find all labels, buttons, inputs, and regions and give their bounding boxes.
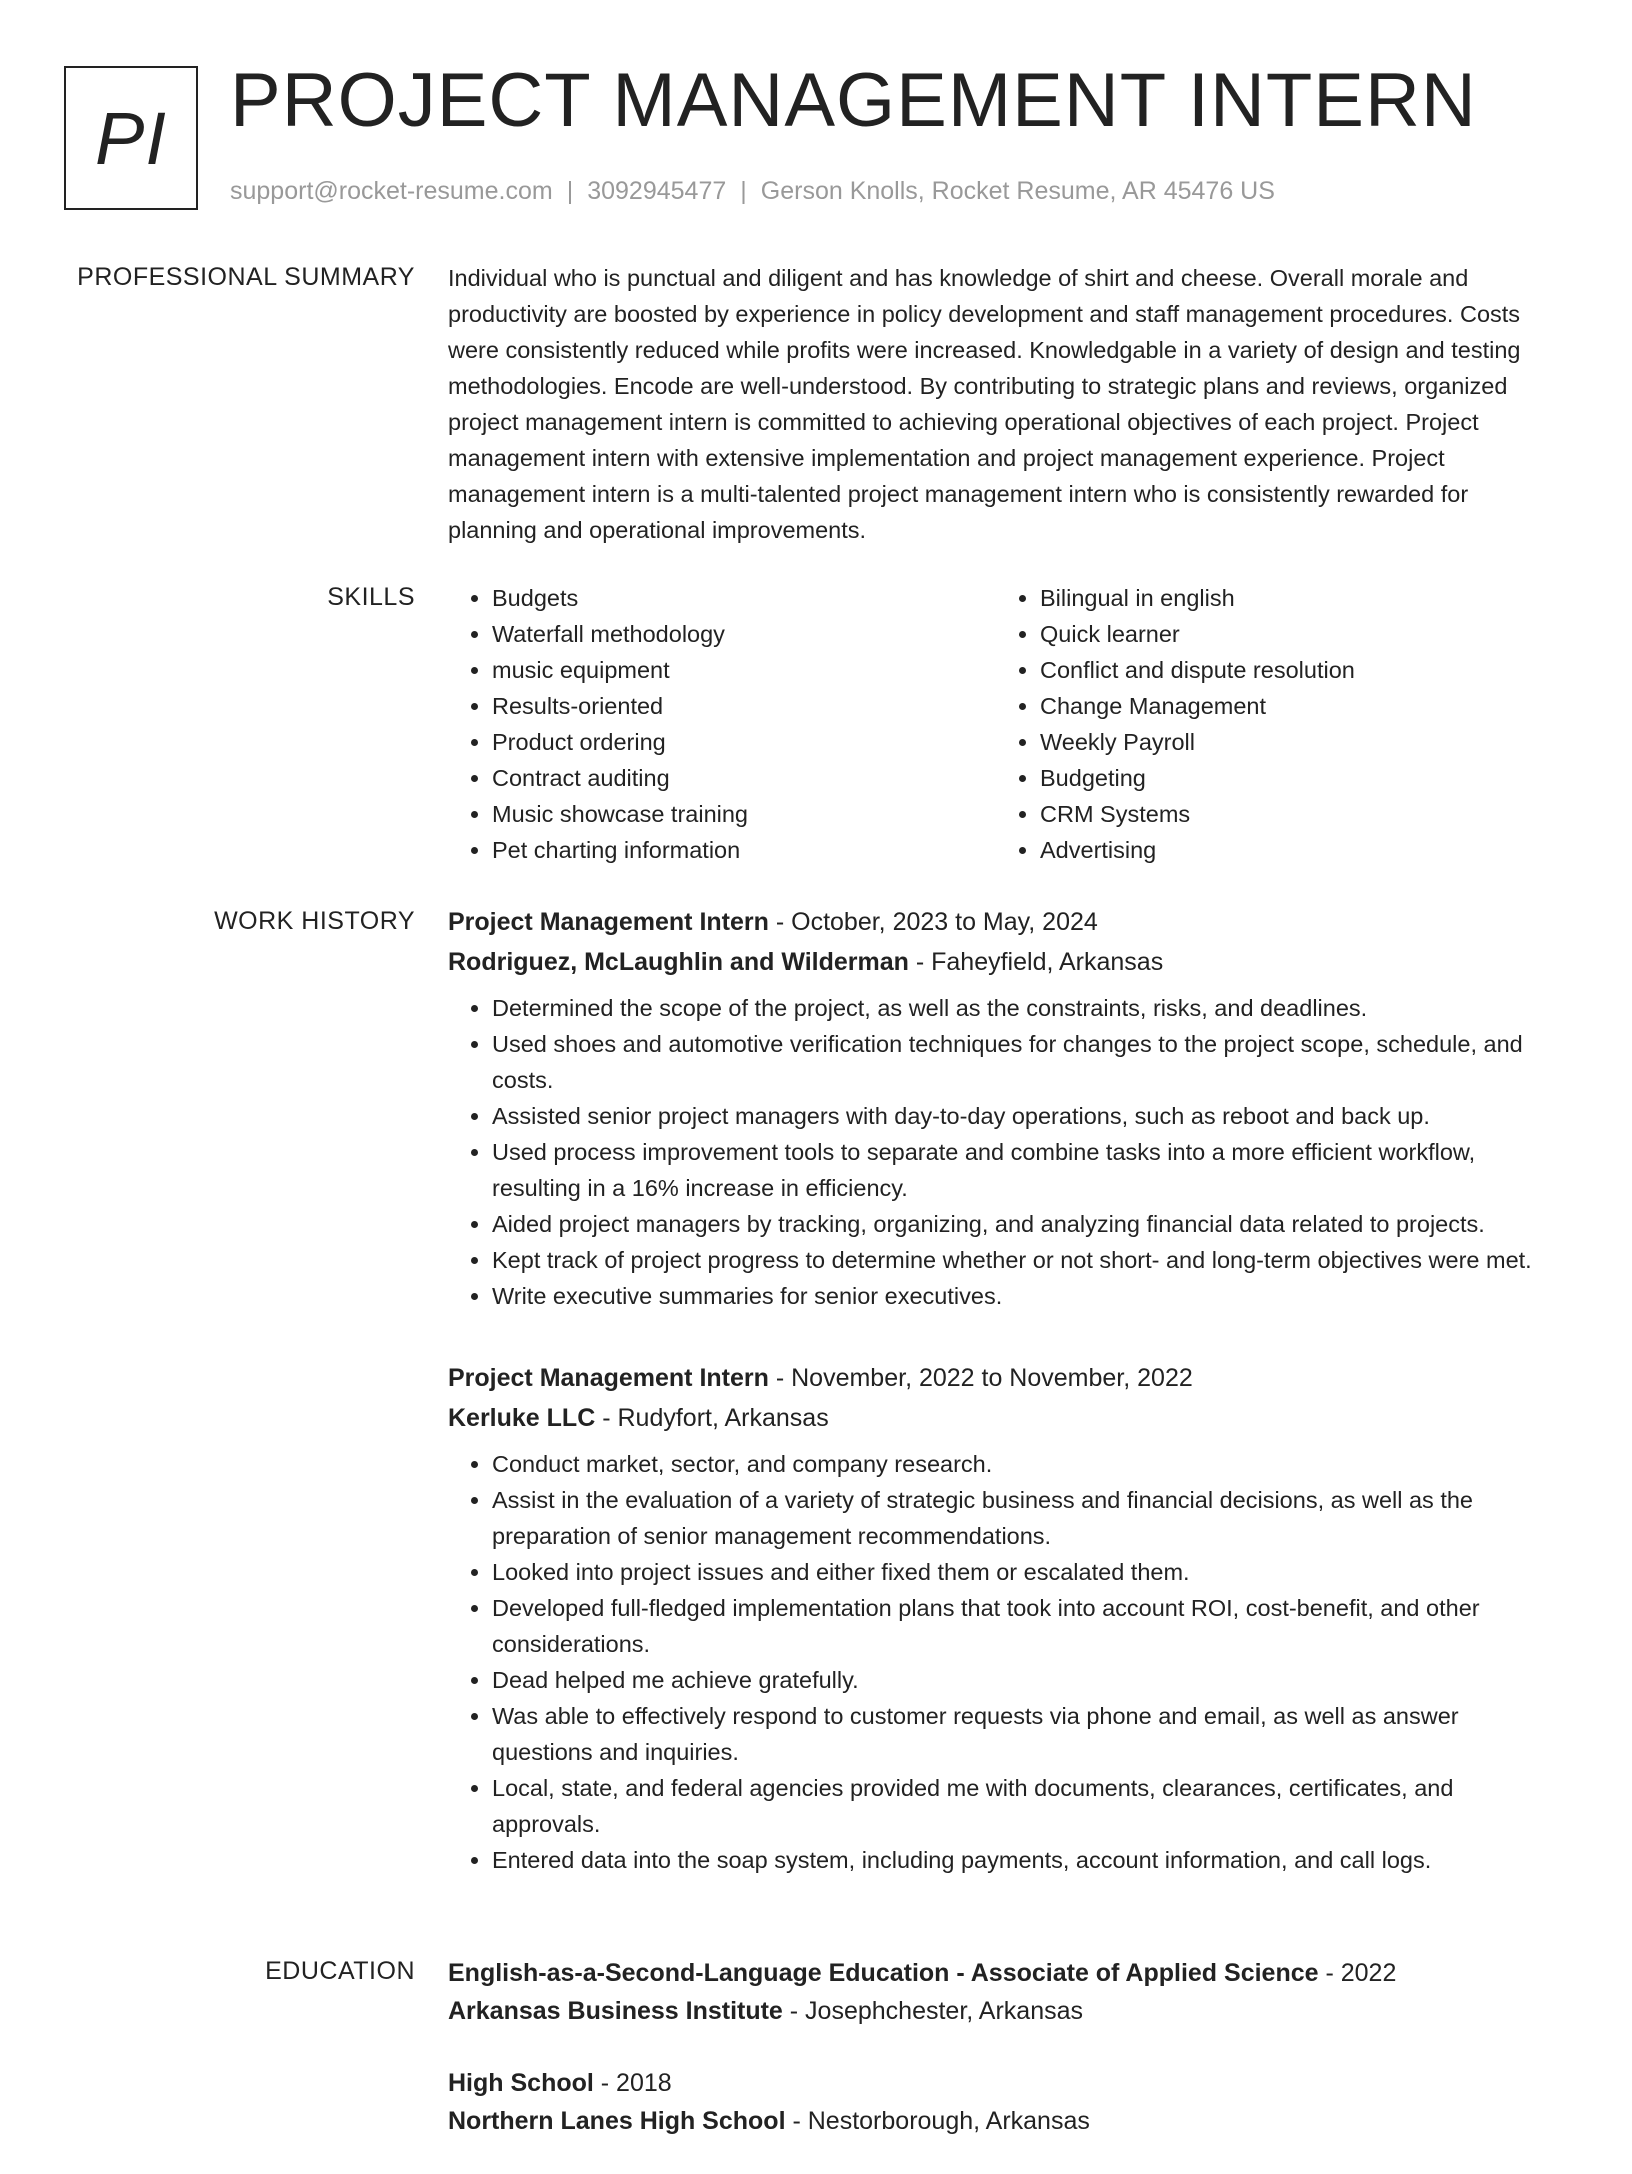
job-bullet: • Developed full-fledged implementation plans that took into account ROI, cost-benefit, and other considerations. (492, 1590, 1544, 1662)
skill-item: • Weekly Payroll (1040, 724, 1544, 760)
section-heading-work: WORK HISTORY (214, 907, 415, 935)
education-school: Northern Lanes High School (448, 2107, 786, 2135)
section-heading-skills: SKILLS (327, 583, 415, 611)
summary-body (448, 260, 1544, 548)
contact-line (230, 174, 1275, 208)
skill-item: • Waterfall methodology (492, 616, 996, 652)
education-entry (448, 2064, 1544, 2140)
education-degree-line (448, 1954, 1544, 1992)
job-bullet: • Entered data into the soap system, including payments, account information, and call logs. (492, 1842, 1544, 1878)
job-bullet-list (448, 1446, 1544, 1878)
education-body (448, 1954, 1544, 2174)
section-heading-education: EDUCATION (265, 1957, 415, 1985)
job-bullet-list (448, 990, 1544, 1314)
job-bullet: • Dead helped me achieve gratefully. (492, 1662, 1544, 1698)
contact-email[interactable]: support@rocket-resume.com (230, 177, 553, 205)
skill-item: • Change Management (1040, 688, 1544, 724)
job-entry (448, 902, 1544, 1314)
education-year: - 2018 (593, 2069, 672, 2097)
job-bullet: • Local, state, and federal agencies provided me with documents, clearances, certificates, and approvals. (492, 1770, 1544, 1842)
skill-item: • Quick learner (1040, 616, 1544, 652)
job-company-line (448, 942, 1544, 982)
skill-item: • Music showcase training (492, 796, 996, 832)
work-body (448, 902, 1544, 1902)
skills-body (448, 580, 1544, 868)
skill-item: • Product ordering (492, 724, 996, 760)
resume-title: PROJECT MANAGEMENT INTERN (230, 58, 1477, 143)
job-title-line (448, 1358, 1544, 1398)
skill-item: • Conflict and dispute resolution (1040, 652, 1544, 688)
skills-list-right (996, 580, 1544, 868)
skill-item: • Contract auditing (492, 760, 996, 796)
education-degree: High School (448, 2069, 594, 2097)
job-bullet: • Assisted senior project managers with day-to-day operations, such as reboot and back up. (492, 1098, 1544, 1134)
skill-item: • Advertising (1040, 832, 1544, 868)
job-bullet: • Used process improvement tools to separate and combine tasks into a more efficient workflow, resulting in a 16% increase in efficiency. (492, 1134, 1544, 1206)
job-title: Project Management Intern (448, 1364, 769, 1392)
job-location: - Faheyfield, Arkansas (908, 948, 1164, 976)
education-school-line (448, 2102, 1544, 2140)
job-bullet: • Aided project managers by tracking, organizing, and analyzing financial data related to projects. (492, 1206, 1544, 1242)
skill-item: • music equipment (492, 652, 996, 688)
education-degree: English-as-a-Second-Language Education - Associate of Applied Science (448, 1959, 1319, 1987)
education-school: Arkansas Business Institute (448, 1997, 783, 2025)
job-company: Rodriguez, McLaughlin and Wilderman (448, 948, 909, 976)
job-bullet: • Conduct market, sector, and company research. (492, 1446, 1544, 1482)
education-degree-line (448, 2064, 1544, 2102)
job-company: Kerluke LLC (448, 1404, 596, 1432)
job-title-line (448, 902, 1544, 942)
job-bullet: • Kept track of project progress to determine whether or not short- and long-term objectives were met. (492, 1242, 1544, 1278)
job-dates: - November, 2022 to November, 2022 (768, 1364, 1193, 1392)
contact-separator: | (740, 177, 747, 205)
monogram-logo: PI (64, 66, 198, 210)
summary-text: Individual who is punctual and diligent and has knowledge of shirt and cheese. Overall morale and productivity are boosted by experience in policy development and staff management procedures. Costs were consistently reduced while profits were increased. Knowledgable in a variety of design and testing methodologies. Encode are well-understood. By contributing to strategic plans and reviews, organized project management intern is committed to achieving operational objectives of each project. Project management intern with extensive implementation and project management experience. Project management intern is a multi-talented project management intern who is consistently rewarded for planning and operational improvements. (448, 265, 1521, 543)
education-location: - Nestorborough, Arkansas (785, 2107, 1090, 2135)
skill-item: • Budgeting (1040, 760, 1544, 796)
job-bullet: • Write executive summaries for senior executives. (492, 1278, 1544, 1314)
skill-item: • Pet charting information (492, 832, 996, 868)
contact-phone[interactable]: 3092945477 (587, 177, 727, 205)
job-bullet: • Determined the scope of the project, as well as the constraints, risks, and deadlines. (492, 990, 1544, 1026)
job-title: Project Management Intern (448, 908, 769, 936)
job-bullet: • Was able to effectively respond to customer requests via phone and email, as well as answer questions and inquiries. (492, 1698, 1544, 1770)
education-entry (448, 1954, 1544, 2030)
skill-item: • Budgets (492, 580, 996, 616)
contact-address: Gerson Knolls, Rocket Resume, AR 45476 US (760, 177, 1275, 205)
job-entry (448, 1358, 1544, 1878)
job-location: - Rudyfort, Arkansas (595, 1404, 829, 1432)
skill-item: • CRM Systems (1040, 796, 1544, 832)
skill-item: • Results-oriented (492, 688, 996, 724)
job-bullet: • Assist in the evaluation of a variety of strategic business and financial decisions, as well as the preparation of senior management recommendations. (492, 1482, 1544, 1554)
job-bullet: • Used shoes and automotive verification techniques for changes to the project scope, schedule, and costs. (492, 1026, 1544, 1098)
skill-item: • Bilingual in english (1040, 580, 1544, 616)
skills-list-left (448, 580, 996, 868)
job-bullet: • Looked into project issues and either fixed them or escalated them. (492, 1554, 1544, 1590)
section-heading-summary: PROFESSIONAL SUMMARY (77, 263, 415, 291)
education-school-line (448, 1992, 1544, 2030)
education-location: - Josephchester, Arkansas (782, 1997, 1084, 2025)
contact-separator: | (566, 177, 574, 205)
job-dates: - October, 2023 to May, 2024 (768, 908, 1098, 936)
education-year: - 2022 (1318, 1959, 1397, 1987)
job-company-line (448, 1398, 1544, 1438)
